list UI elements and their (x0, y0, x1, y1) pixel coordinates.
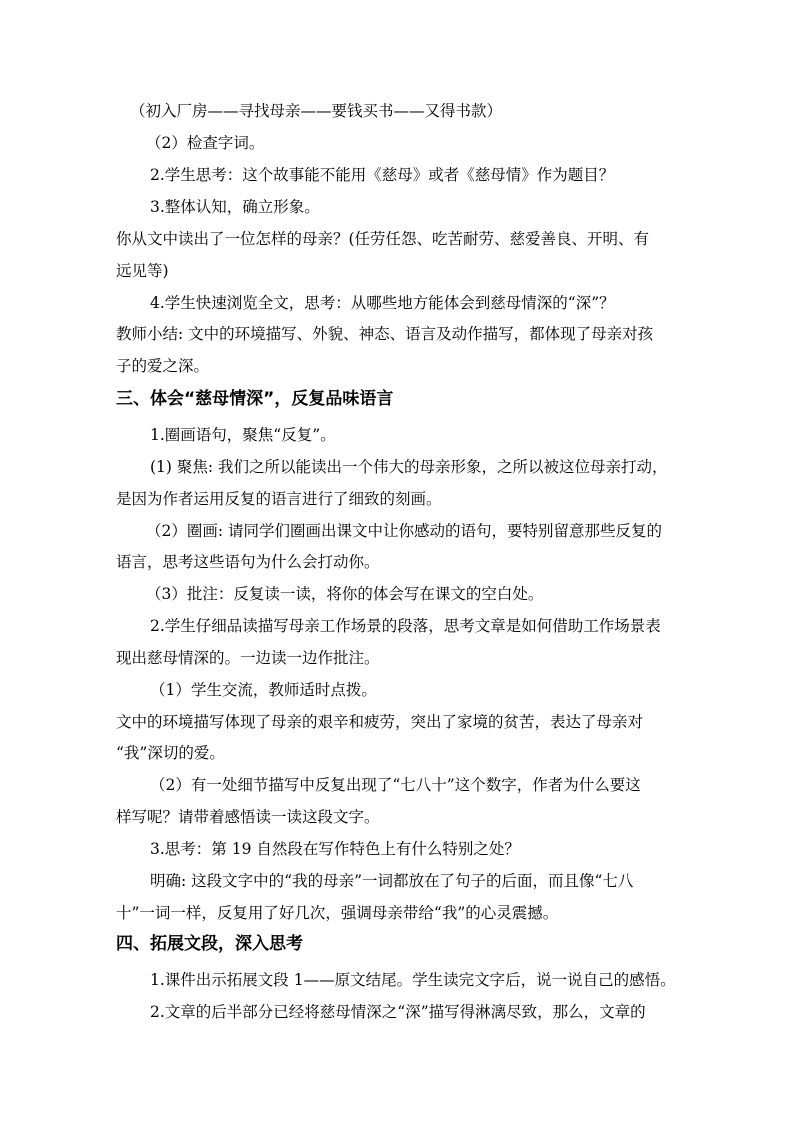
section-heading: 四、拓展文段，深入思考 (116, 934, 303, 954)
text-line: 1.课件出示拓展文段 1——原文结尾。学生读完文字后，说一说自己的感悟。 (150, 971, 676, 989)
text-line: 2.学生仔细品读描写母亲工作场景的段落，思考文章是如何借助工作场景表 (150, 617, 661, 635)
text-line: 3.思考：第 19 自然段在写作特色上有什么特别之处？ (150, 840, 520, 858)
text-line: 子的爱之深。 (116, 357, 210, 375)
text-line: 样写呢？请带着感悟读一读这段文字。 (116, 808, 380, 826)
text-line: 1.圈画语句，聚焦“反复”。 (150, 426, 336, 444)
text-line: 你从文中读出了一位怎样的母亲？(任劳任怨、吃苦耐劳、慈爱善良、开明、有 (116, 230, 650, 248)
text-line: （初入厂房——寻找母亲——要钱买书——又得书款） (130, 102, 503, 120)
text-line: （3）批注：反复读一读，将你的体会写在课文的空白处。 (146, 585, 544, 603)
text-line: 2.文章的后半部分已经将慈母情深之“深”描写得淋漓尽致，那么，文章的 (150, 1003, 646, 1021)
text-line: (1) 聚焦: 我们之所以能读出一个伟大的母亲形象，之所以被这位母亲打动， (150, 458, 668, 476)
text-line: （1）学生交流，教师适时点拨。 (150, 681, 377, 699)
text-line: （2）有一处细节描写中反复出现了“七八十”这个数字，作者为什么要这 (150, 776, 641, 794)
text-line: “我”深切的爱。 (116, 744, 225, 762)
text-line: 远见等) (116, 262, 169, 280)
text-line: 语言，思考这些语句为什么会打动你。 (116, 553, 380, 571)
text-line: 十”一词一样，反复用了好几次，强调母亲带给“我”的心灵震撼。 (116, 904, 559, 922)
text-line: 文中的环境描写体现了母亲的艰辛和疲劳，突出了家境的贫苦，表达了母亲对 (116, 713, 644, 731)
section-heading: 三、体会“慈母情深”，反复品味语言 (116, 389, 394, 409)
text-line: 教师小结: 文中的环境描写、外貌、神态、语言及动作描写，都体现了母亲对孩 (116, 325, 654, 343)
text-line: （2）检查字词。 (146, 134, 265, 152)
text-line: （2）圈画: 请同学们圈画出课文中让你感动的语句，要特别留意那些反复的 (146, 522, 663, 540)
text-line: 明确: 这段文字中的“我的母亲”一词都放在了句子的后面，而且像“七八 (150, 872, 634, 890)
text-line: 是因为作者运用反复的语言进行了细致的刻画。 (116, 490, 442, 508)
text-line: 2.学生思考：这个故事能不能用《慈母》或者《慈母情》作为题目？ (150, 166, 615, 184)
text-line: 现出慈母情深的。一边读一边作批注。 (116, 649, 380, 667)
text-line: 4.学生快速浏览全文，思考：从哪些地方能体会到慈母情深的“深”？ (150, 294, 615, 312)
text-line: 3.整体认知，确立形象。 (150, 198, 320, 216)
